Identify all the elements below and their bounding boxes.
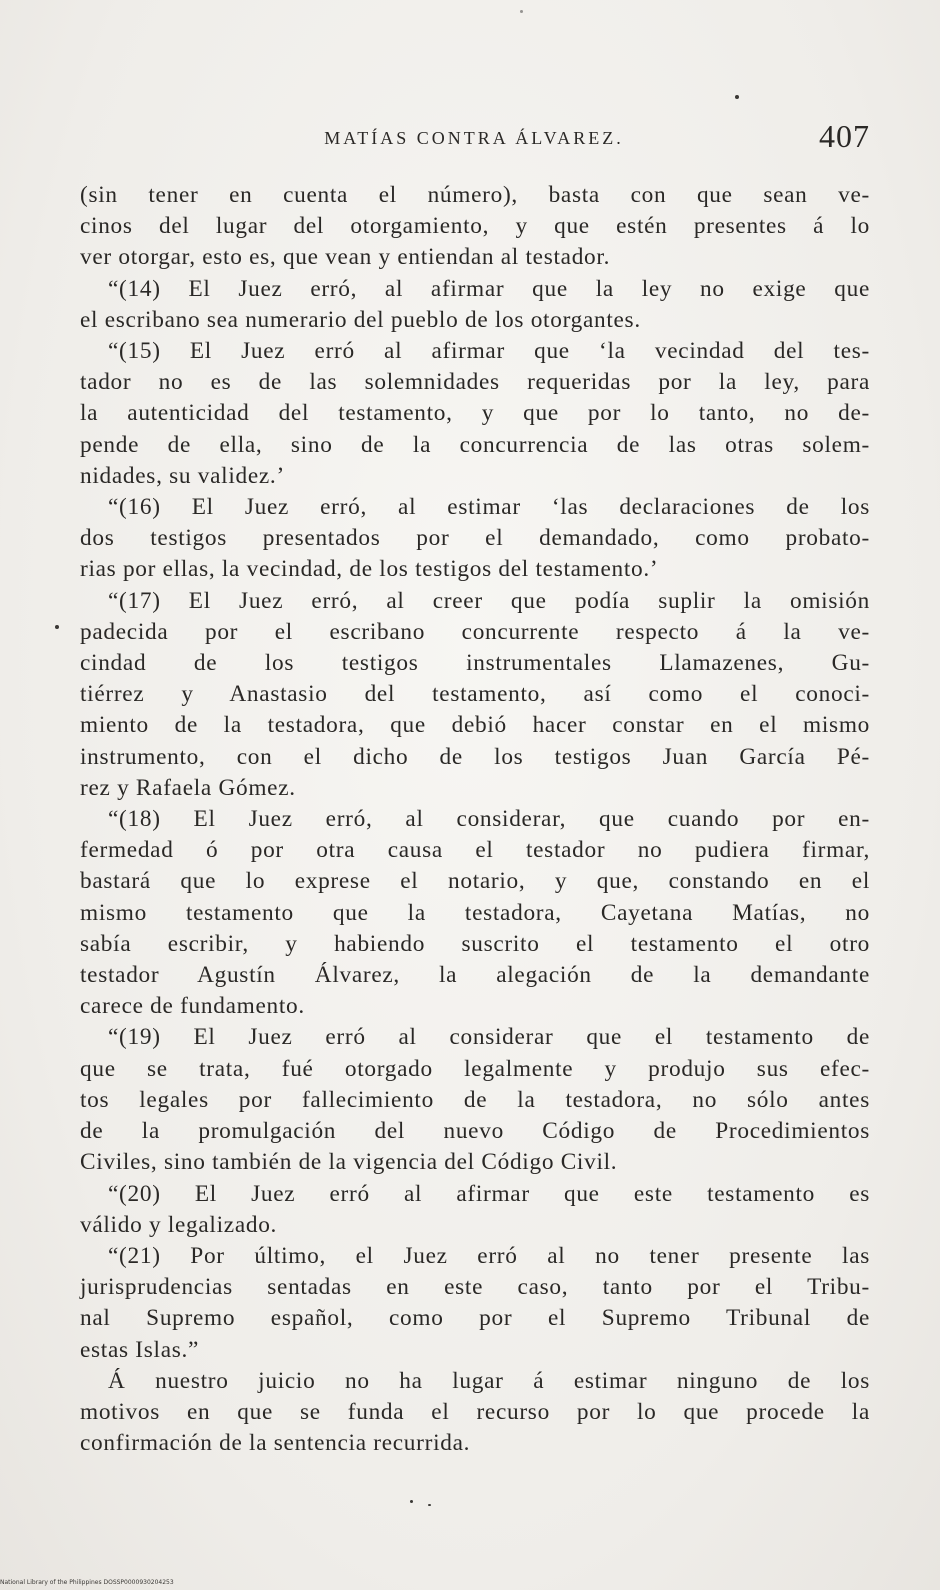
text-line: “(15) El Juez erró al afirmar que ‘la vecindad del tes-: [108, 338, 870, 365]
text-line: “(17) El Juez erró, al creer que podía suplir la omisión: [108, 587, 870, 614]
ink-speck: [410, 1500, 413, 1503]
text-line: “(20) El Juez erró al afirmar que este testamento es: [108, 1180, 870, 1207]
text-line: cindad de los testigos instrumentales Llamazenes, Gu-: [80, 650, 870, 677]
ink-speck: [735, 95, 739, 99]
text-line: (sin tener en cuenta el número), basta con que sean ve-: [80, 182, 870, 208]
text-line: sabía escribir, y habiendo suscrito el testamento el otro: [80, 930, 870, 957]
text-line: nidades, su validez.’: [80, 462, 285, 489]
text-line: el escribano sea numerario del pueblo de los otorgantes.: [80, 306, 641, 333]
text-line: “(18) El Juez erró, al considerar, que cuando por en-: [108, 806, 870, 833]
text-line: dos testigos presentados por el demandado, como probato-: [80, 525, 870, 552]
text-line: carece de fundamento.: [80, 993, 305, 1020]
ink-speck: [428, 1504, 431, 1506]
text-line: rias por ellas, la vecindad, de los testigos del testamento.’: [80, 556, 659, 583]
text-line: rez y Rafaela Gómez.: [80, 774, 296, 801]
text-line: de la promulgación del nuevo Código de Procedimientos: [80, 1118, 870, 1145]
text-line: motivos en que se funda el recurso por lo que procede la: [80, 1398, 870, 1425]
text-line: “(14) El Juez erró, al afirmar que la ley no exige que: [108, 275, 870, 302]
text-line: mismo testamento que la testadora, Cayetana Matías, no: [80, 899, 870, 926]
text-line: que se trata, fué otorgado legalmente y produjo sus efec-: [80, 1055, 870, 1082]
text-line: miento de la testadora, que debió hacer constar en el mismo: [80, 712, 870, 739]
text-line: pende de ella, sino de la concurrencia de las otras solem-: [80, 431, 870, 458]
text-line: la autenticidad del testamento, y que por lo tanto, no de-: [80, 400, 870, 427]
text-line: tiérrez y Anastasio del testamento, así como el conoci-: [80, 681, 870, 708]
text-line: “(19) El Juez erró al considerar que el testamento de: [108, 1024, 870, 1051]
text-line: padecida por el escribano concurrente respecto á la ve-: [80, 618, 870, 645]
text-line: “(21) Por último, el Juez erró al no tener presente las: [108, 1242, 870, 1269]
text-line: “(16) El Juez erró, al estimar ‘las declaraciones de los: [108, 494, 870, 521]
text-line: bastará que lo exprese el notario, y que, constando en el: [80, 868, 870, 895]
text-line: fermedad ó por otra causa el testador no pudiera firmar,: [80, 837, 870, 864]
text-line: cinos del lugar del otorgamiento, y que estén presentes á lo: [80, 213, 870, 240]
text-line: Á nuestro juicio no ha lugar á estimar ninguno de los: [108, 1367, 870, 1394]
page-number: 407: [819, 118, 870, 154]
digitization-credit: National Library of the Philippines DOSSP0000930204253: [0, 1579, 174, 1586]
text-line: instrumento, con el dicho de los testigos Juan García Pé-: [80, 743, 870, 770]
text-line: testador Agustín Álvarez, la alegación de la demandante: [80, 962, 870, 989]
text-line: Civiles, sino también de la vigencia del Código Civil.: [80, 1149, 618, 1176]
running-head: MATÍAS CONTRA ÁLVAREZ.: [324, 128, 624, 148]
text-line: válido y legalizado.: [80, 1211, 278, 1238]
ink-speck: [55, 625, 59, 629]
text-line: jurisprudencias sentadas en este caso, tanto por el Tribu-: [80, 1274, 870, 1301]
page-header: [78, 118, 870, 158]
text-line: ver otorgar, esto es, que vean y entiendan al testador.: [80, 244, 611, 271]
text-line: tos legales por fallecimiento de la testadora, no sólo antes: [80, 1086, 870, 1113]
text-line: confirmación de la sentencia recurrida.: [80, 1430, 471, 1457]
ink-speck: [520, 10, 523, 13]
text-line: nal Supremo español, como por el Supremo Tribunal de: [80, 1305, 870, 1332]
body-text: [80, 180, 870, 1459]
text-line: estas Islas.”: [80, 1336, 200, 1363]
text-line: tador no es de las solemnidades requeridas por la ley, para: [80, 369, 870, 396]
